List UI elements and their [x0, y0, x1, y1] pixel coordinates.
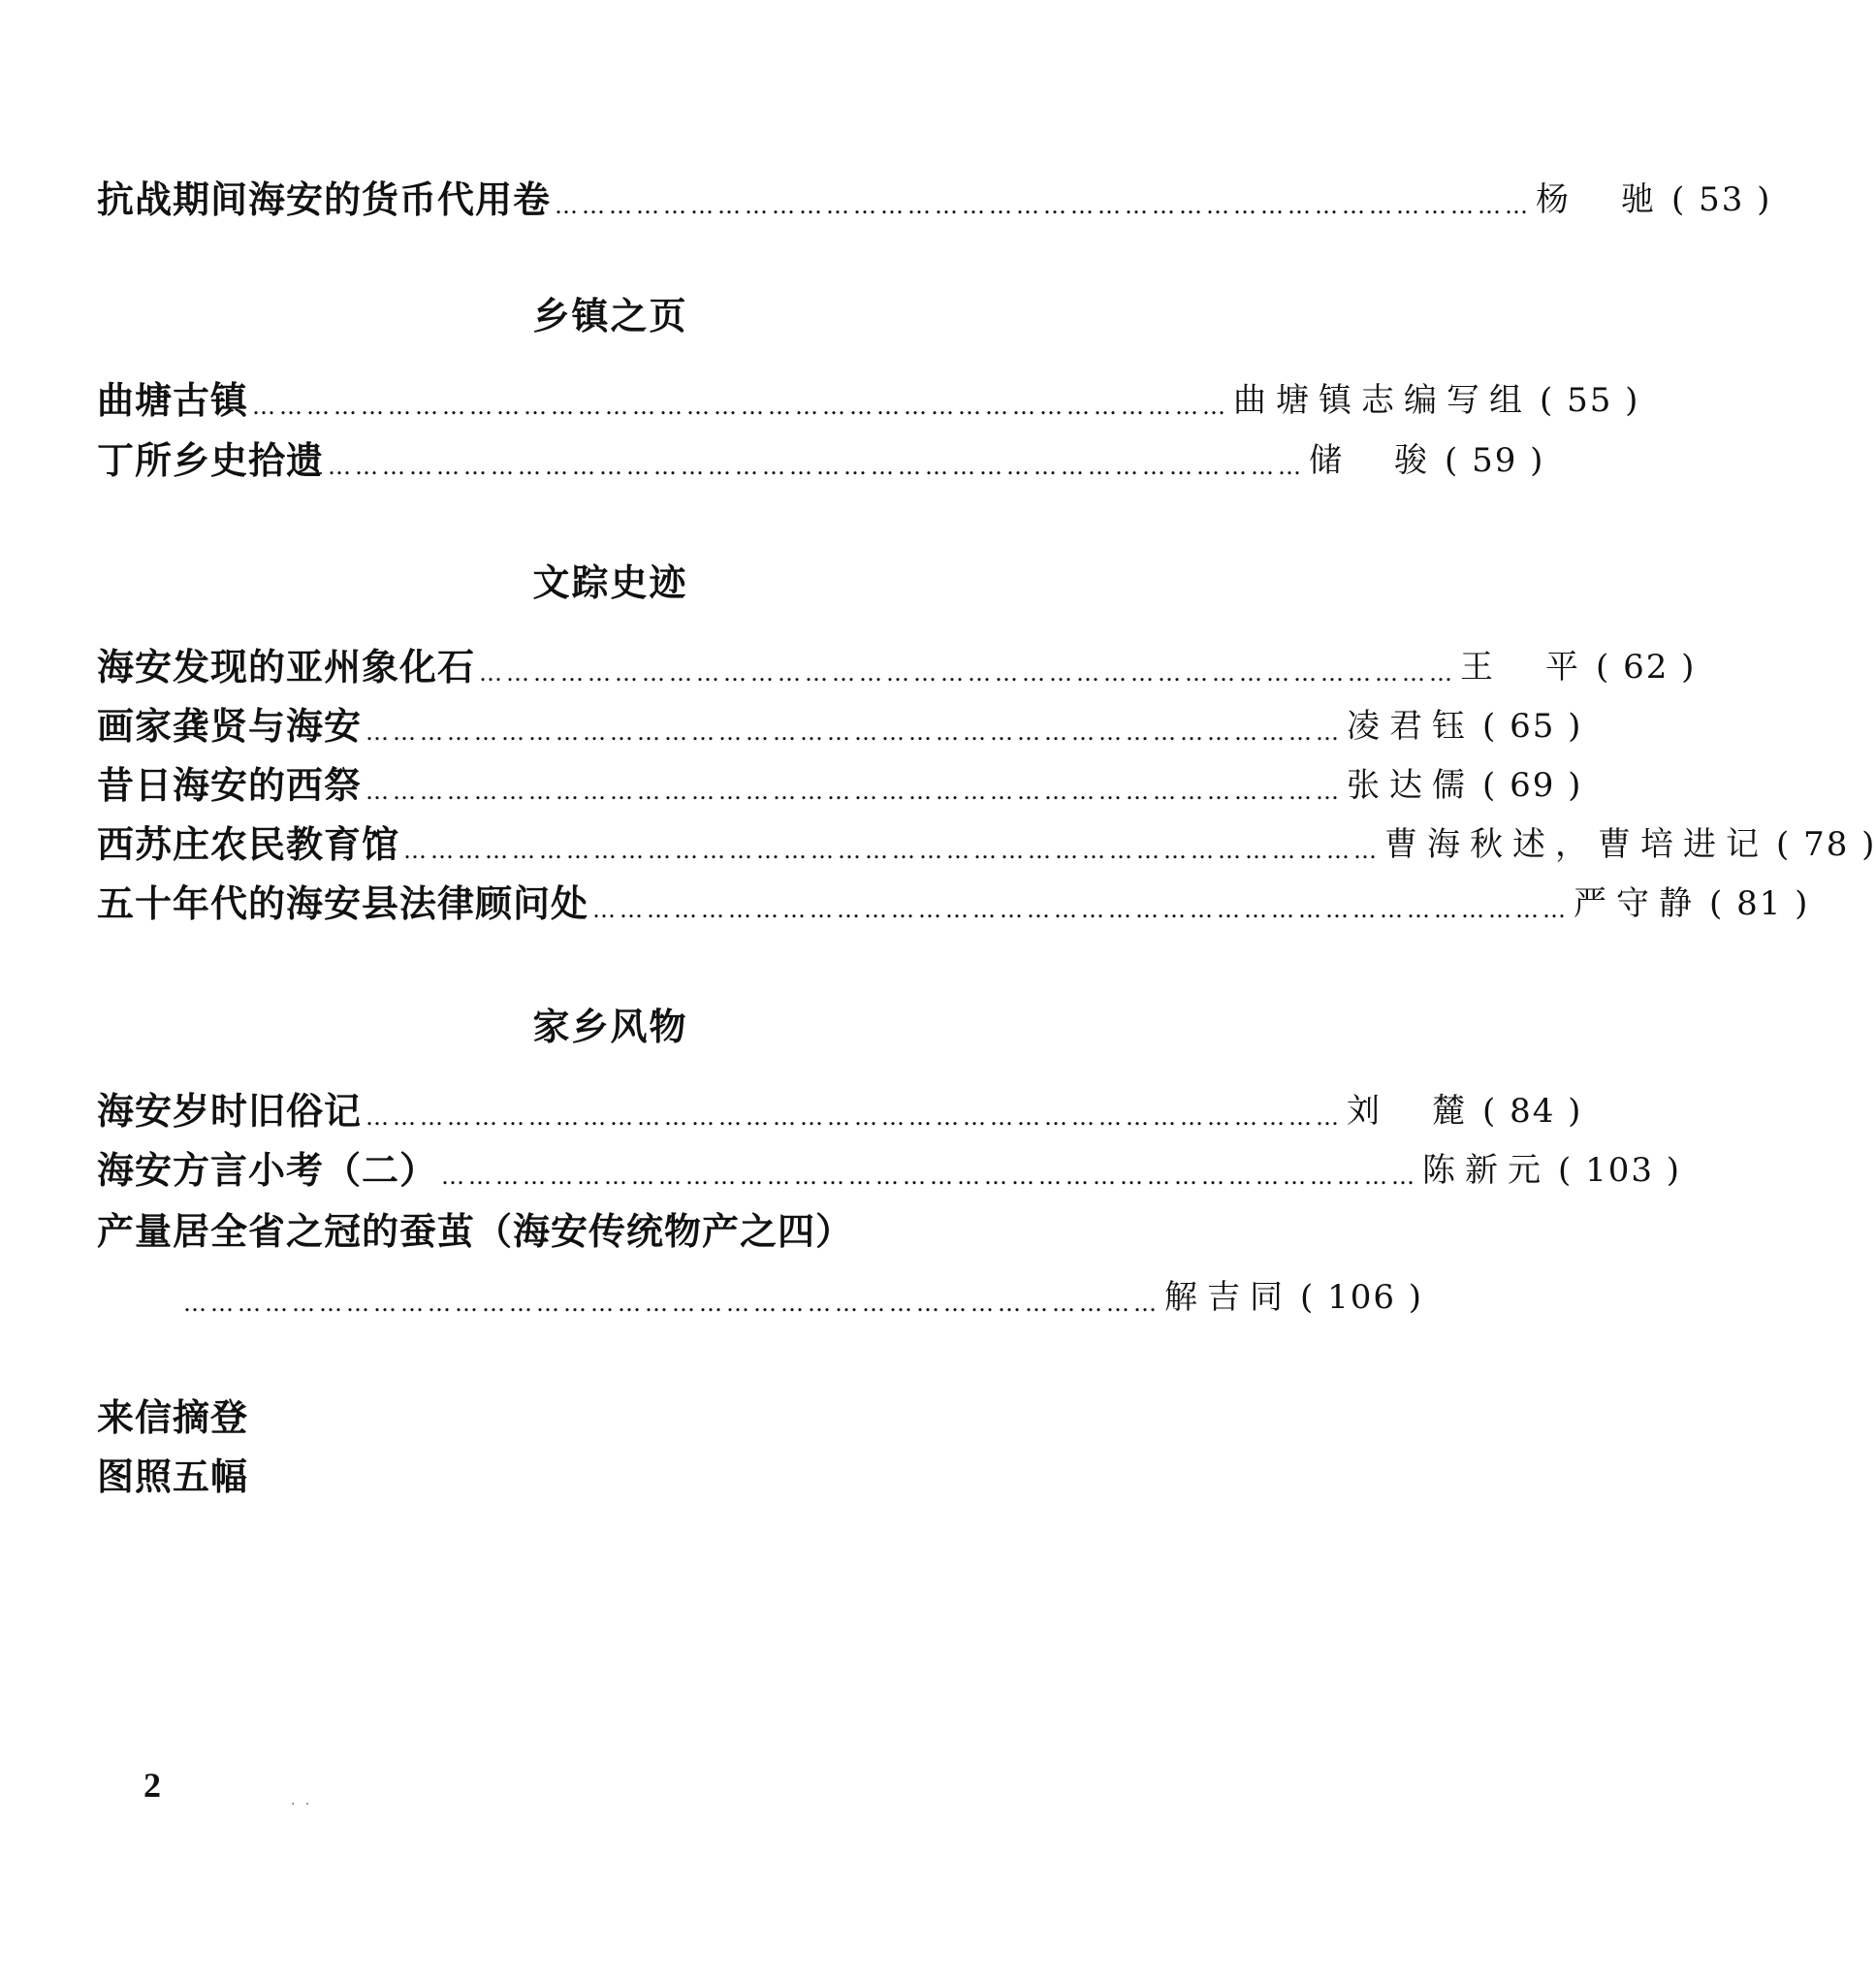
toc-entry [97, 1204, 1134, 1259]
entry-page: ( 69 ) [1482, 766, 1583, 805]
entry-page: ( 53 ) [1671, 180, 1772, 219]
leader-dots: ……………………………………………………………………………………………… [366, 778, 1344, 805]
entry-author: 曹海秋述，曹培进记 [1384, 825, 1769, 864]
entry-page: ( 55 ) [1540, 381, 1640, 420]
entry-author: 严守静 [1574, 884, 1702, 923]
entry-author: 凌君钰 [1347, 707, 1476, 746]
entry-author: 刘 麓 [1347, 1092, 1476, 1131]
toc-entry [97, 640, 1697, 694]
extra-item: 图照五幅 [97, 1455, 249, 1498]
toc-entry [97, 373, 1640, 428]
leader-dots: ……………………………………………………………………………………………… [592, 896, 1571, 923]
toc-entry [97, 699, 1583, 753]
entry-author: 张达儒 [1347, 766, 1476, 805]
leader-dots: ……………………………………………………………………………………………… [479, 659, 1457, 687]
entry-author: 陈新元 [1422, 1151, 1551, 1190]
section-heading: 家乡风物 [532, 1005, 688, 1048]
leader-dots: ……………………………………………………………………………………………… [183, 1290, 1161, 1317]
page-number: 2 [143, 1766, 161, 1805]
entry-page: ( 84 ) [1482, 1092, 1583, 1131]
section-heading: 文踪史迹 [532, 560, 688, 604]
entry-author: 曲塘镇志编写组 [1233, 381, 1533, 420]
entry-page: ( 81 ) [1709, 884, 1810, 923]
entry-title: 丁所乡史拾遗 [97, 438, 325, 482]
scan-speck: · · [291, 1797, 313, 1812]
entry-page: ( 103 ) [1558, 1151, 1682, 1190]
entry-page: ( 106 ) [1300, 1278, 1424, 1317]
leader-dots: ……………………………………………………………………………………………… [328, 453, 1306, 480]
section-heading: 乡镇之页 [532, 294, 688, 337]
entry-title: 西苏庄农民教育馆 [97, 822, 400, 866]
entry-title: 曲塘古镇 [97, 378, 249, 422]
toc-entry [97, 817, 1876, 872]
leader-dots: ……………………………………………………………………………………………… [252, 393, 1230, 420]
leader-dots: ……………………………………………………………………………………………… [441, 1163, 1419, 1190]
entry-page: ( 78 ) [1776, 825, 1876, 864]
toc-entry [97, 433, 1545, 488]
toc-entry [97, 1143, 1682, 1198]
entry-title: 五十年代的海安县法律顾问处 [97, 881, 589, 925]
leader-dots: ……………………………………………………………………………………………… [366, 1103, 1344, 1131]
entry-title: 海安发现的亚州象化石 [97, 645, 476, 688]
entry-page: ( 65 ) [1482, 707, 1583, 746]
entry-author: 王 平 [1460, 648, 1589, 687]
entry-title: 昔日海安的西祭 [97, 763, 363, 807]
toc-entry [97, 877, 1810, 931]
extra-item: 来信摘登 [97, 1395, 249, 1439]
entry-title: 海安方言小考（二） [97, 1148, 438, 1192]
entry-title: 产量居全省之冠的蚕茧（海安传统物产之四） [97, 1209, 854, 1253]
entry-author: 杨 驰 [1536, 180, 1665, 219]
toc-entry [97, 1084, 1583, 1138]
entry-author: 解吉同 [1164, 1278, 1292, 1317]
leader-dots: ……………………………………………………………………………………………… [555, 192, 1533, 219]
entry-title: 画家龚贤与海安 [97, 704, 363, 748]
leader-dots: ……………………………………………………………………………………………… [403, 837, 1382, 864]
entry-author: 储 骏 [1309, 441, 1438, 480]
toc-entry [97, 758, 1583, 813]
entry-page: ( 62 ) [1596, 648, 1697, 687]
entry-title: 抗战期间海安的货币代用卷 [97, 177, 552, 221]
entry-page: ( 59 ) [1445, 441, 1545, 480]
leader-dots: ……………………………………………………………………………………………… [366, 719, 1344, 746]
toc-entry [97, 173, 1772, 227]
entry-title: 海安岁时旧俗记 [97, 1089, 363, 1133]
toc-entry-continuation [179, 1270, 1424, 1325]
